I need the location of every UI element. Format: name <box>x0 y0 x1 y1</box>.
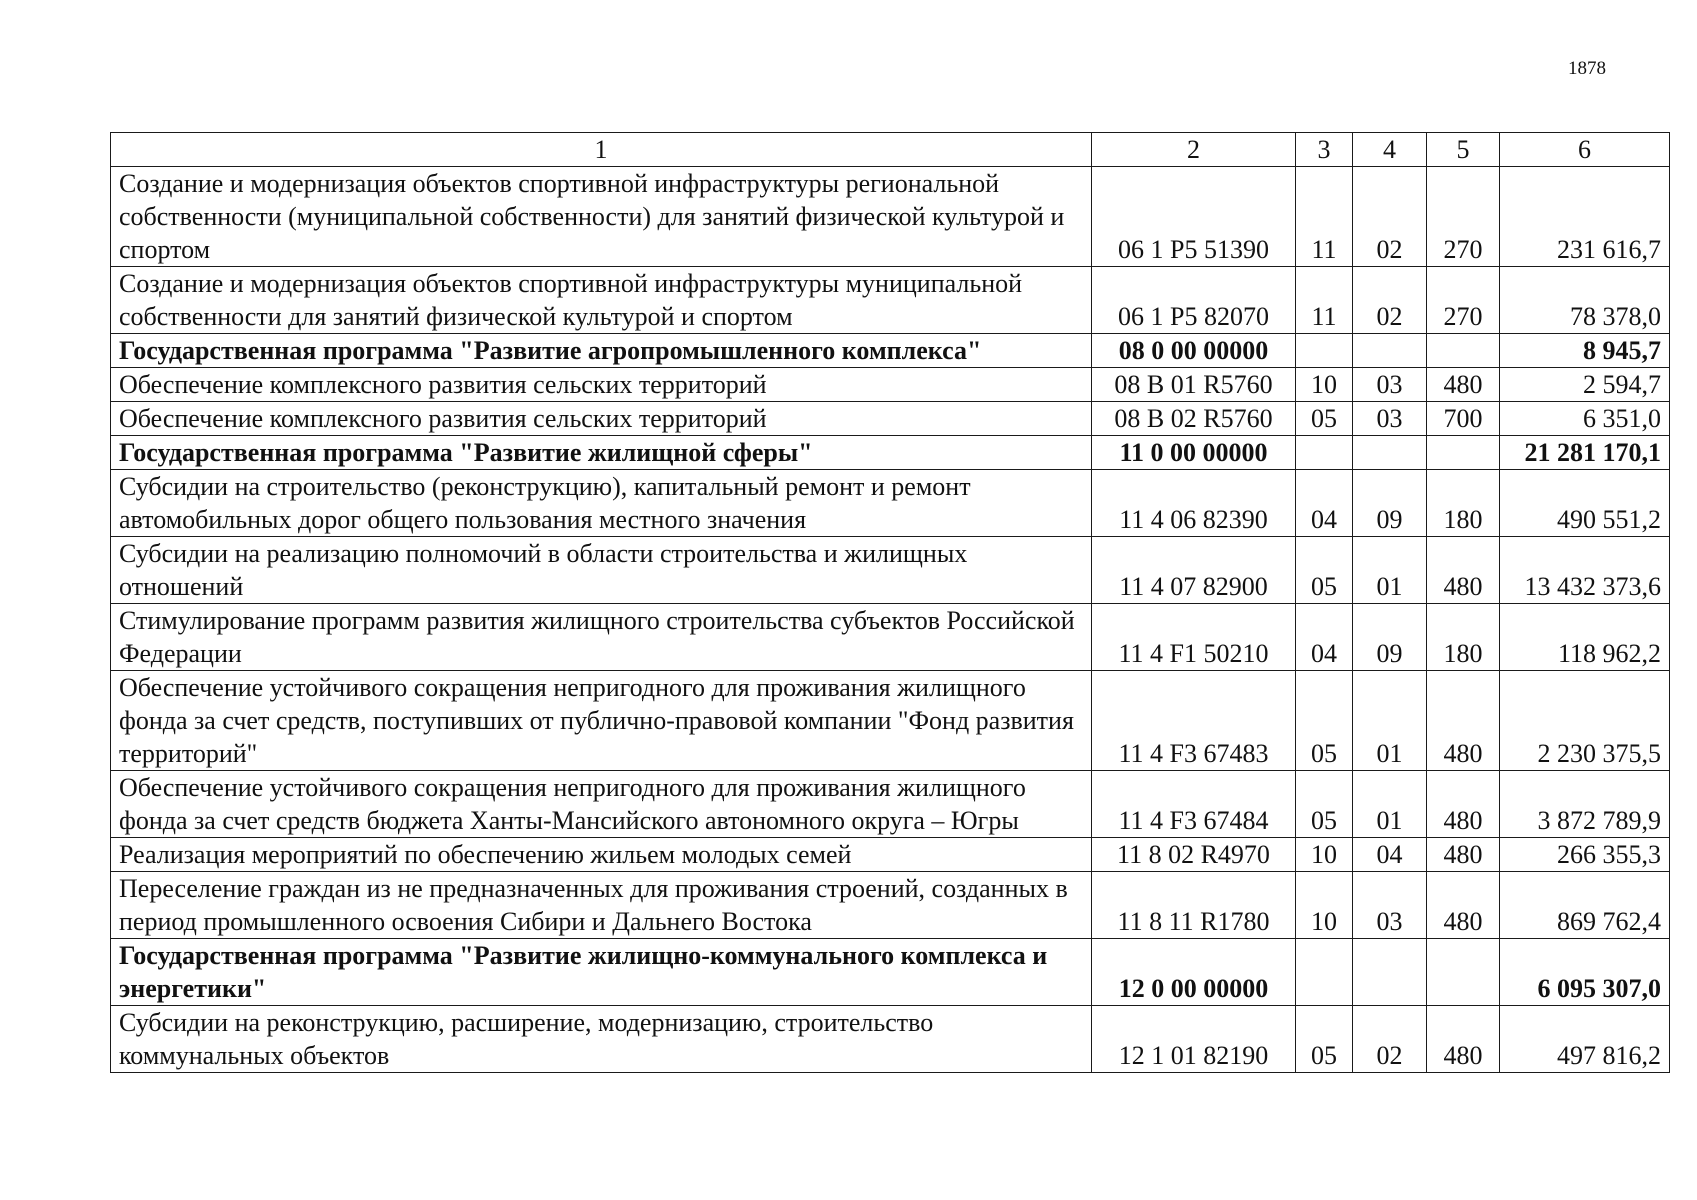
row-type-cell: 480 <box>1427 872 1500 939</box>
row-code-cell: 08 В 02 R5760 <box>1092 402 1296 436</box>
row-name-cell: Обеспечение устойчивого сокращения непригодного для проживания жилищного фонда за счет средств, поступивших от публично-правовой компании "Фонд развития территорий" <box>111 671 1092 771</box>
row-name-cell: Субсидии на реконструкцию, расширение, модернизацию, строительство коммунальных объектов <box>111 1006 1092 1073</box>
row-type-cell <box>1427 334 1500 368</box>
table-row <box>111 537 1670 604</box>
program-total-row <box>111 334 1670 368</box>
table-row <box>111 470 1670 537</box>
row-name-cell: Переселение граждан из не предназначенных для проживания строений, созданных в период промышленного освоения Сибири и Дальнего Востока <box>111 872 1092 939</box>
row-code-cell: 11 4 F3 67483 <box>1092 671 1296 771</box>
row-type-cell: 480 <box>1427 671 1500 771</box>
row-section-cell: 11 <box>1296 167 1353 267</box>
row-amount-cell: 2 230 375,5 <box>1500 671 1670 771</box>
row-amount-cell: 6 351,0 <box>1500 402 1670 436</box>
row-section-cell <box>1296 334 1353 368</box>
row-subsection-cell: 09 <box>1353 470 1427 537</box>
column-header: 3 <box>1296 133 1353 167</box>
row-section-cell: 04 <box>1296 604 1353 671</box>
row-code-cell: 12 1 01 82190 <box>1092 1006 1296 1073</box>
table-row <box>111 604 1670 671</box>
row-amount-cell: 869 762,4 <box>1500 872 1670 939</box>
row-code-cell: 08 0 00 00000 <box>1092 334 1296 368</box>
table-row <box>111 872 1670 939</box>
row-section-cell: 05 <box>1296 1006 1353 1073</box>
table-row <box>111 771 1670 838</box>
row-code-cell: 12 0 00 00000 <box>1092 939 1296 1006</box>
row-name-cell: Государственная программа "Развитие агропромышленного комплекса" <box>111 334 1092 368</box>
column-header: 1 <box>111 133 1092 167</box>
row-amount-cell: 6 095 307,0 <box>1500 939 1670 1006</box>
row-section-cell: 11 <box>1296 267 1353 334</box>
row-code-cell: 11 4 F1 50210 <box>1092 604 1296 671</box>
row-subsection-cell <box>1353 939 1427 1006</box>
row-type-cell: 270 <box>1427 167 1500 267</box>
row-section-cell: 10 <box>1296 838 1353 872</box>
table-row <box>111 368 1670 402</box>
row-name-cell: Создание и модернизация объектов спортивной инфраструктуры региональной собственности (муниципальной собственности) для занятий физической культурой и спортом <box>111 167 1092 267</box>
row-type-cell <box>1427 436 1500 470</box>
column-header: 5 <box>1427 133 1500 167</box>
row-subsection-cell: 09 <box>1353 604 1427 671</box>
page-number: 1878 <box>1568 58 1606 79</box>
row-subsection-cell: 02 <box>1353 1006 1427 1073</box>
row-code-cell: 11 0 00 00000 <box>1092 436 1296 470</box>
row-name-cell: Создание и модернизация объектов спортивной инфраструктуры муниципальной собственности для занятий физической культурой и спортом <box>111 267 1092 334</box>
program-total-row <box>111 436 1670 470</box>
row-name-cell: Государственная программа "Развитие жилищной сферы" <box>111 436 1092 470</box>
row-subsection-cell: 03 <box>1353 368 1427 402</box>
row-section-cell <box>1296 436 1353 470</box>
row-section-cell: 05 <box>1296 402 1353 436</box>
row-section-cell: 05 <box>1296 671 1353 771</box>
row-type-cell <box>1427 939 1500 1006</box>
row-subsection-cell: 01 <box>1353 537 1427 604</box>
row-subsection-cell: 03 <box>1353 872 1427 939</box>
table-row <box>111 167 1670 267</box>
row-type-cell: 180 <box>1427 604 1500 671</box>
row-section-cell: 10 <box>1296 368 1353 402</box>
table-row <box>111 838 1670 872</box>
row-type-cell: 480 <box>1427 368 1500 402</box>
row-amount-cell: 21 281 170,1 <box>1500 436 1670 470</box>
table-header-row <box>111 133 1670 167</box>
row-section-cell: 10 <box>1296 872 1353 939</box>
row-name-cell: Обеспечение устойчивого сокращения непригодного для проживания жилищного фонда за счет средств бюджета Ханты-Мансийского автономного округа – Югры <box>111 771 1092 838</box>
row-name-cell: Обеспечение комплексного развития сельских территорий <box>111 368 1092 402</box>
row-section-cell <box>1296 939 1353 1006</box>
row-name-cell: Государственная программа "Развитие жилищно-коммунального комплекса и энергетики" <box>111 939 1092 1006</box>
row-type-cell: 480 <box>1427 838 1500 872</box>
row-amount-cell: 118 962,2 <box>1500 604 1670 671</box>
row-name-cell: Субсидии на реализацию полномочий в области строительства и жилищных отношений <box>111 537 1092 604</box>
row-code-cell: 11 4 F3 67484 <box>1092 771 1296 838</box>
row-amount-cell: 8 945,7 <box>1500 334 1670 368</box>
row-amount-cell: 2 594,7 <box>1500 368 1670 402</box>
row-amount-cell: 78 378,0 <box>1500 267 1670 334</box>
row-amount-cell: 3 872 789,9 <box>1500 771 1670 838</box>
row-name-cell: Обеспечение комплексного развития сельских территорий <box>111 402 1092 436</box>
column-header: 4 <box>1353 133 1427 167</box>
row-subsection-cell: 02 <box>1353 267 1427 334</box>
row-name-cell: Реализация мероприятий по обеспечению жильем молодых семей <box>111 838 1092 872</box>
table-row <box>111 267 1670 334</box>
row-type-cell: 270 <box>1427 267 1500 334</box>
row-subsection-cell: 01 <box>1353 671 1427 771</box>
column-header: 6 <box>1500 133 1670 167</box>
row-type-cell: 180 <box>1427 470 1500 537</box>
row-subsection-cell: 04 <box>1353 838 1427 872</box>
row-code-cell: 11 8 02 R4970 <box>1092 838 1296 872</box>
row-amount-cell: 497 816,2 <box>1500 1006 1670 1073</box>
column-header: 2 <box>1092 133 1296 167</box>
row-type-cell: 480 <box>1427 771 1500 838</box>
row-code-cell: 11 4 06 82390 <box>1092 470 1296 537</box>
table-row <box>111 1006 1670 1073</box>
row-subsection-cell <box>1353 334 1427 368</box>
row-section-cell: 05 <box>1296 771 1353 838</box>
row-type-cell: 480 <box>1427 1006 1500 1073</box>
table-row <box>111 671 1670 771</box>
row-amount-cell: 13 432 373,6 <box>1500 537 1670 604</box>
row-code-cell: 11 8 11 R1780 <box>1092 872 1296 939</box>
row-subsection-cell: 01 <box>1353 771 1427 838</box>
row-section-cell: 04 <box>1296 470 1353 537</box>
table-row <box>111 402 1670 436</box>
row-amount-cell: 231 616,7 <box>1500 167 1670 267</box>
row-section-cell: 05 <box>1296 537 1353 604</box>
row-amount-cell: 490 551,2 <box>1500 470 1670 537</box>
row-type-cell: 480 <box>1427 537 1500 604</box>
row-code-cell: 06 1 P5 82070 <box>1092 267 1296 334</box>
row-type-cell: 700 <box>1427 402 1500 436</box>
row-subsection-cell: 02 <box>1353 167 1427 267</box>
row-code-cell: 11 4 07 82900 <box>1092 537 1296 604</box>
row-name-cell: Субсидии на строительство (реконструкцию), капитальный ремонт и ремонт автомобильных дорог общего пользования местного значения <box>111 470 1092 537</box>
row-name-cell: Стимулирование программ развития жилищного строительства субъектов Российской Федерации <box>111 604 1092 671</box>
row-subsection-cell: 03 <box>1353 402 1427 436</box>
program-total-row <box>111 939 1670 1006</box>
row-subsection-cell <box>1353 436 1427 470</box>
budget-table <box>110 132 1670 1073</box>
row-amount-cell: 266 355,3 <box>1500 838 1670 872</box>
row-code-cell: 06 1 P5 51390 <box>1092 167 1296 267</box>
row-code-cell: 08 В 01 R5760 <box>1092 368 1296 402</box>
